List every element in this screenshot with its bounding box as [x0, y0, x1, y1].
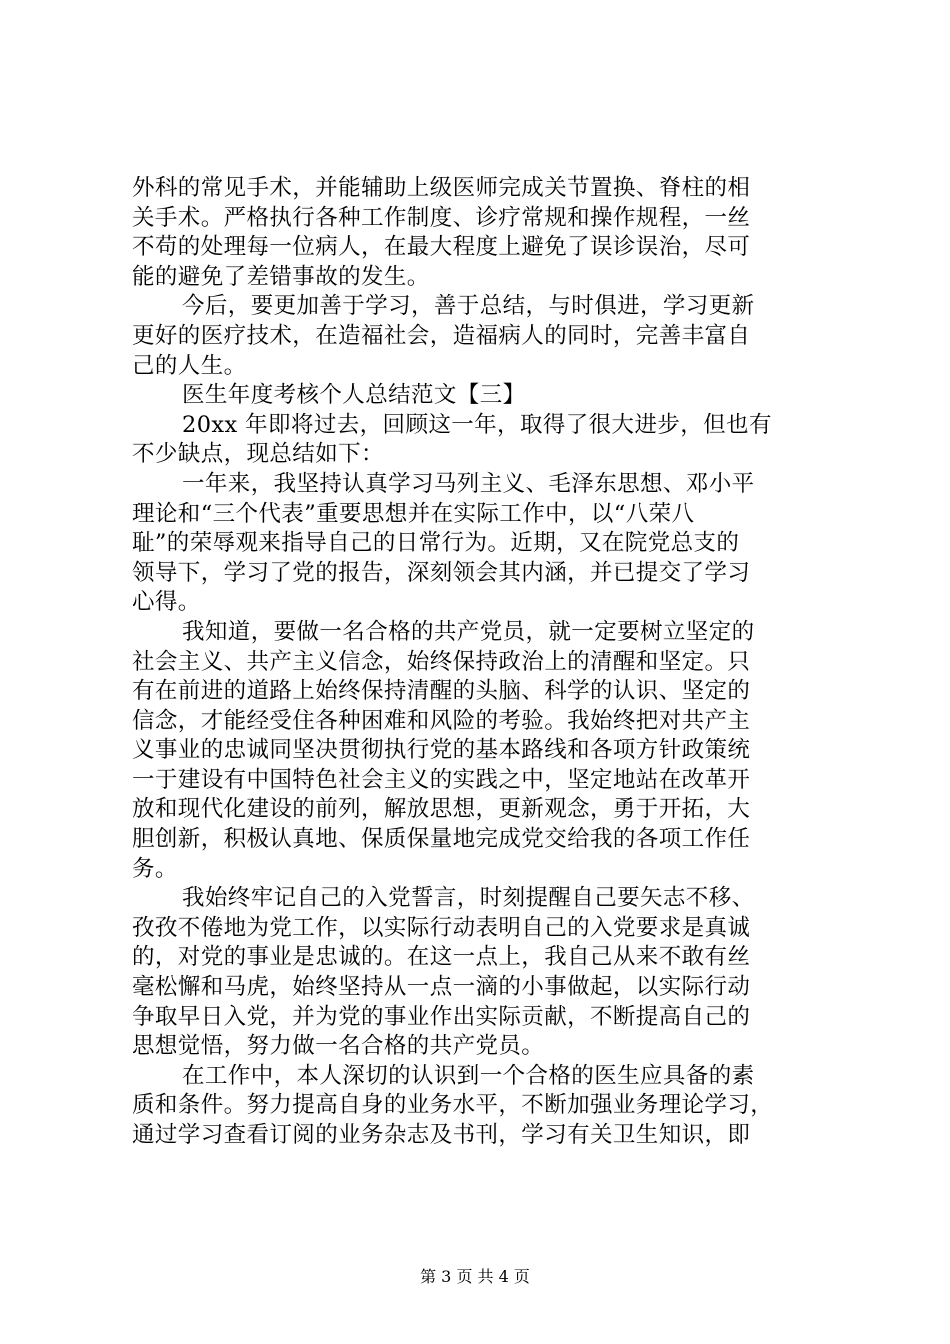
text-line-5: 今后，要更加善于学习，善于总结，与时俱进，学习更新: [182, 293, 755, 320]
text-line-2: 关手术。严格执行各种工作制度、诊疗常规和操作规程，一丝: [132, 204, 751, 231]
text-line-14: 领导下，学习了党的报告，深刻领会其内涵，并已提交了学习: [132, 559, 751, 586]
text-line-29: 争取早日入党，并为党的事业作出实际贡献，不断提高自己的: [132, 1003, 751, 1030]
text-line-27: 的，对党的事业是忠诚的。在这一点上，我自己从来不敢有丝: [132, 944, 751, 971]
text-line-31: 在工作中，本人深切的认识到一个合格的医生应具备的素: [182, 1062, 755, 1089]
text-line-24: 务。: [132, 855, 178, 882]
text-line-33: 通过学习查看订阅的业务杂志及书刊，学习有关卫生知识，即: [132, 1122, 751, 1148]
text-line-10: 不少缺点，现总结如下：: [132, 441, 384, 468]
text-line-11: 一年来，我坚持认真学习马列主义、毛泽东思想、邓小平: [182, 470, 755, 497]
text-line-18: 有在前进的道路上始终保持清醒的头脑、科学的认识、坚定的: [132, 678, 751, 705]
text-line-21: 一于建设有中国特色社会主义的实践之中，坚定地站在改革开: [132, 766, 751, 793]
text-line-19: 信念，才能经受住各种困难和风险的考验。我始终把对共产主: [132, 707, 751, 734]
text-line-28: 毫松懈和马虎，始终坚持从一点一滴的小事做起，以实际行动: [132, 974, 751, 1001]
text-line-17: 社会主义、共产主义信念，始终保持政治上的清醒和坚定。只: [132, 648, 751, 675]
text-line-30: 思想觉悟，努力做一名合格的共产党员。: [132, 1033, 545, 1060]
text-line-7: 己的人生。: [132, 352, 247, 379]
text-line-15: 心得。: [132, 589, 201, 616]
text-line-6: 更好的医疗技术，在造福社会，造福病人的同时，完善丰富自: [132, 322, 751, 349]
text-line-20: 义事业的忠诚同坚决贯彻执行党的基本路线和各项方针政策统: [132, 737, 751, 764]
text-line-12: 理论和“三个代表”重要思想并在实际工作中，以“八荣八: [132, 500, 695, 527]
text-line-26: 孜孜不倦地为党工作，以实际行动表明自己的入党要求是真诚: [132, 914, 751, 941]
text-line-16: 我知道，要做一名合格的共产党员，就一定要树立坚定的: [182, 618, 755, 645]
document-body: [132, 174, 832, 1151]
text-line-23: 胆创新，积极认真地、保质保量地完成党交给我的各项工作任: [132, 826, 751, 853]
text-line-9: 20xx 年即将过去，回顾这一年，取得了很大进步，但也有: [182, 411, 772, 438]
text-line-22: 放和现代化建设的前列，解放思想，更新观念，勇于开拓，大: [132, 796, 751, 823]
text-line-1: 外科的常见手术，并能辅助上级医师完成关节置换、脊柱的相: [132, 175, 751, 201]
text-line-3: 不苟的处理每一位病人，在最大程度上避免了误诊误治，尽可: [132, 234, 751, 261]
text-line-4: 能的避免了差错事故的发生。: [132, 263, 430, 290]
section-heading: 医生年度考核个人总结范文【三】: [182, 382, 526, 409]
text-line-13: 耻”的荣辱观来指导自己的日常行为。近期，又在院党总支的: [132, 530, 740, 557]
text-line-25: 我始终牢记自己的入党誓言，时刻提醒自己要矢志不移、: [182, 885, 755, 912]
page-footer: 第 3 页 共 4 页: [420, 1267, 530, 1286]
text-line-32: 质和条件。努力提高自身的业务水平，不断加强业务理论学习，: [132, 1092, 774, 1119]
